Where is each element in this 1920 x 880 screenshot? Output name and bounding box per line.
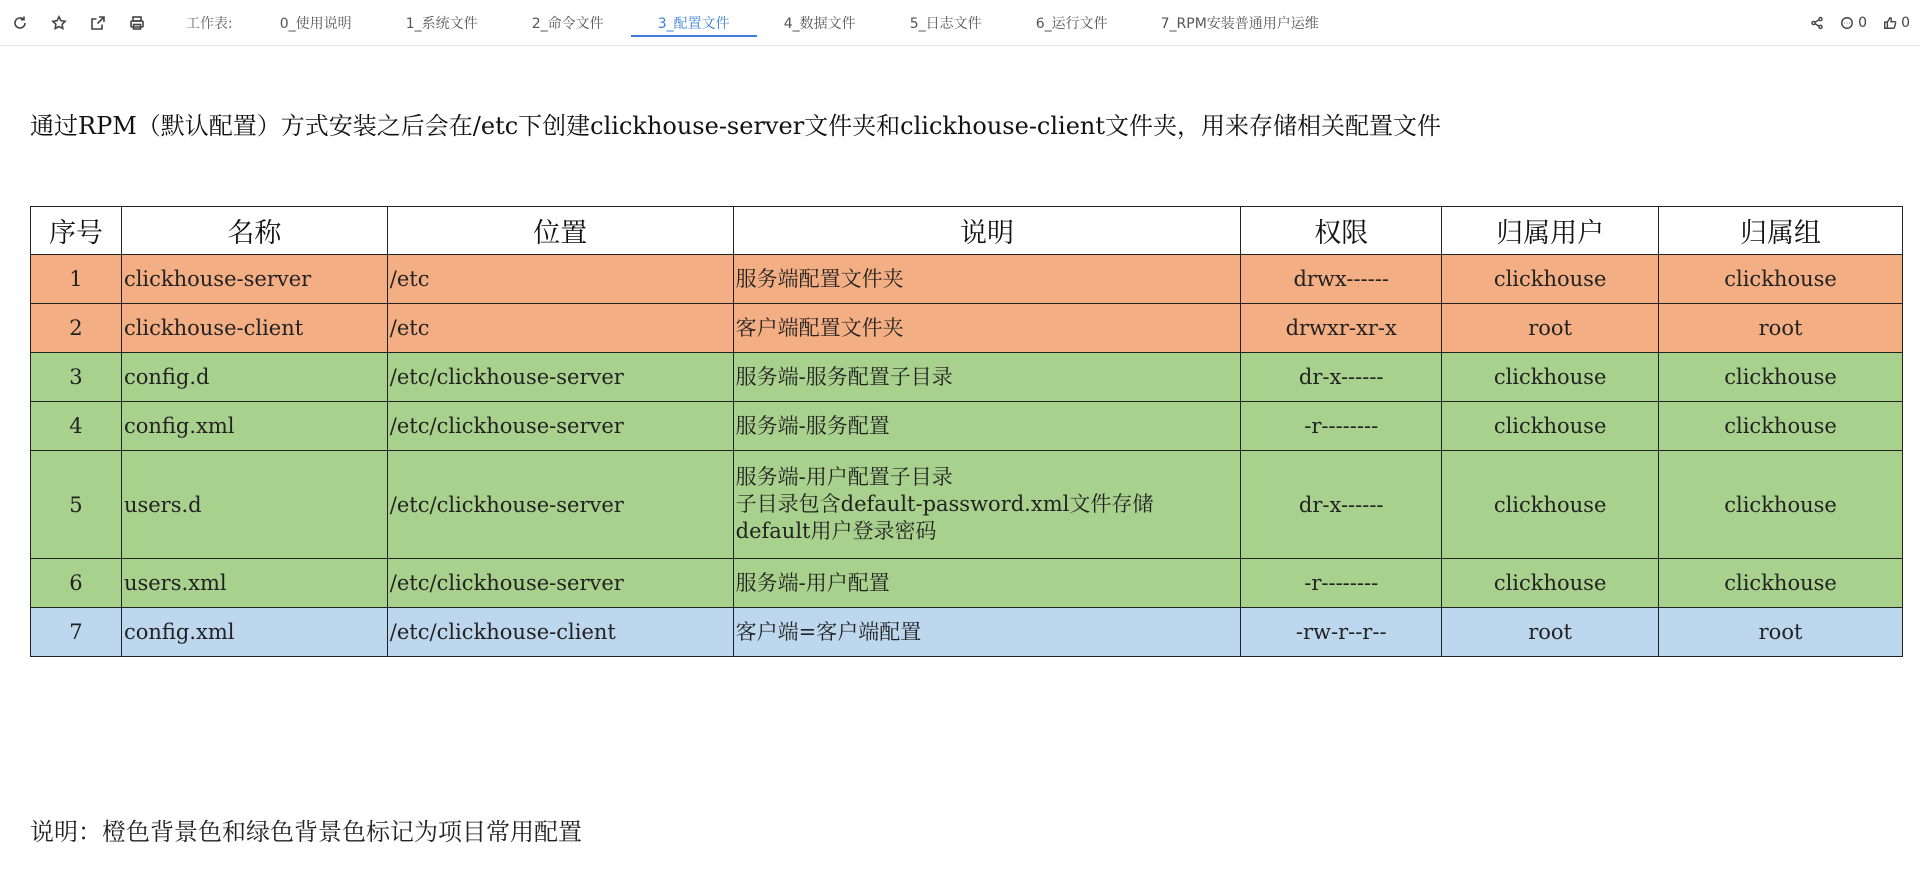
config-file-table [30, 206, 1903, 657]
cell-group[interactable]: root [1659, 304, 1903, 353]
cell-name[interactable]: config.d [121, 353, 387, 402]
cell-perm[interactable]: drwx------ [1241, 255, 1442, 304]
desc-line: 客户端配置文件夹 [735, 315, 904, 340]
cell-desc[interactable] [733, 559, 1241, 608]
desc-line: 服务端-服务配置 [735, 413, 890, 438]
table-header-row [31, 207, 1903, 255]
cell-location[interactable]: /etc/clickhouse-server [387, 451, 733, 559]
cell-location[interactable]: /etc [387, 304, 733, 353]
header-desc: 说明 [733, 207, 1241, 255]
header-user: 归属用户 [1442, 207, 1659, 255]
cell-perm[interactable]: dr-x------ [1241, 451, 1442, 559]
header-perm: 权限 [1241, 207, 1442, 255]
cell-user[interactable]: clickhouse [1442, 559, 1659, 608]
cell-user[interactable]: root [1442, 304, 1659, 353]
comment-icon [1840, 16, 1854, 30]
cell-perm[interactable]: drwxr-xr-x [1241, 304, 1442, 353]
toolbar-right [1810, 0, 1910, 45]
refresh-icon[interactable] [0, 0, 39, 45]
cell-name[interactable]: config.xml [121, 402, 387, 451]
share-button[interactable] [1810, 16, 1824, 30]
desc-line: 服务端配置文件夹 [735, 266, 904, 291]
cell-desc[interactable] [733, 353, 1241, 402]
desc-line: 服务端-用户配置 [735, 570, 890, 595]
cell-user[interactable]: clickhouse [1442, 255, 1659, 304]
cell-user[interactable]: root [1442, 608, 1659, 657]
header-name: 名称 [121, 207, 387, 255]
cell-perm[interactable]: -r-------- [1241, 402, 1442, 451]
like-button[interactable] [1883, 15, 1910, 31]
tab-1[interactable]: 1_系统文件 [405, 15, 478, 32]
cell-group[interactable]: clickhouse [1659, 255, 1903, 304]
cell-user[interactable]: clickhouse [1442, 451, 1659, 559]
cell-perm[interactable]: -rw-r--r-- [1241, 608, 1442, 657]
desc-line: 子目录包含default-password.xml文件存储 [735, 492, 1154, 516]
comment-button[interactable] [1840, 15, 1867, 31]
tab-6[interactable]: 6_运行文件 [1035, 15, 1108, 32]
toolbar [0, 0, 1920, 46]
cell-location[interactable]: /etc/clickhouse-server [387, 402, 733, 451]
table-row [31, 559, 1903, 608]
cell-group[interactable]: clickhouse [1659, 353, 1903, 402]
cell-idx[interactable]: 4 [31, 402, 122, 451]
cell-group[interactable]: root [1659, 608, 1903, 657]
cell-perm[interactable]: -r-------- [1241, 559, 1442, 608]
header-location: 位置 [387, 207, 733, 255]
star-icon[interactable] [39, 0, 78, 45]
cell-name[interactable]: users.d [121, 451, 387, 559]
desc-line: 服务端-用户配置子目录 [735, 465, 953, 489]
cell-location[interactable]: /etc/clickhouse-server [387, 559, 733, 608]
tab-0[interactable]: 0_使用说明 [279, 15, 352, 32]
cell-idx[interactable]: 3 [31, 353, 122, 402]
cell-desc[interactable] [733, 255, 1241, 304]
sheet-tabs [253, 0, 1345, 45]
note-text: 说明：橙色背景色和绿色背景色标记为项目常用配置 [30, 818, 582, 846]
header-group: 归属组 [1659, 207, 1903, 255]
cell-location[interactable]: /etc/clickhouse-client [387, 608, 733, 657]
intro-text: 通过RPM（默认配置）方式安装之后会在/etc下创建clickhouse-server文件夹和clickhouse-client文件夹，用来存储相关配置文件 [30, 112, 1442, 140]
open-external-icon[interactable] [78, 0, 117, 45]
tab-5[interactable]: 5_日志文件 [909, 15, 982, 32]
cell-name[interactable]: clickhouse-server [121, 255, 387, 304]
print-icon[interactable] [117, 0, 156, 45]
cell-idx[interactable]: 7 [31, 608, 122, 657]
cell-desc[interactable] [733, 402, 1241, 451]
table-row [31, 255, 1903, 304]
like-count: 0 [1901, 14, 1910, 31]
cell-location[interactable]: /etc/clickhouse-server [387, 353, 733, 402]
cell-user[interactable]: clickhouse [1442, 402, 1659, 451]
table-body [31, 255, 1903, 657]
cell-idx[interactable]: 2 [31, 304, 122, 353]
tab-4[interactable]: 4_数据文件 [783, 15, 856, 32]
desc-line: default用户登录密码 [735, 519, 937, 543]
table-row [31, 451, 1903, 559]
thumbs-up-icon [1883, 16, 1897, 30]
tab-3[interactable]: 3_配置文件 [631, 0, 757, 45]
comment-count: 0 [1858, 14, 1868, 31]
cell-location[interactable]: /etc [387, 255, 733, 304]
cell-idx[interactable]: 1 [31, 255, 122, 304]
cell-desc[interactable] [733, 304, 1241, 353]
cell-group[interactable]: clickhouse [1659, 402, 1903, 451]
desc-line: 服务端-服务配置子目录 [735, 364, 953, 389]
tab-2[interactable]: 2_命令文件 [531, 15, 604, 32]
cell-name[interactable]: clickhouse-client [121, 304, 387, 353]
table-row [31, 304, 1903, 353]
cell-group[interactable]: clickhouse [1659, 451, 1903, 559]
sheet-label: 工作表: [186, 15, 233, 32]
table-row [31, 353, 1903, 402]
share-icon [1810, 16, 1824, 30]
cell-name[interactable]: users.xml [121, 559, 387, 608]
cell-name[interactable]: config.xml [121, 608, 387, 657]
cell-group[interactable]: clickhouse [1659, 559, 1903, 608]
table-row [31, 608, 1903, 657]
cell-idx[interactable]: 6 [31, 559, 122, 608]
desc-line: 客户端=客户端配置 [735, 619, 922, 644]
cell-desc[interactable] [733, 451, 1241, 559]
cell-idx[interactable]: 5 [31, 451, 122, 559]
cell-perm[interactable]: dr-x------ [1241, 353, 1442, 402]
table-row [31, 402, 1903, 451]
header-idx: 序号 [31, 207, 122, 255]
tab-7[interactable]: 7_RPM安装普通用户运维 [1160, 15, 1319, 32]
cell-desc[interactable] [733, 608, 1241, 657]
cell-user[interactable]: clickhouse [1442, 353, 1659, 402]
